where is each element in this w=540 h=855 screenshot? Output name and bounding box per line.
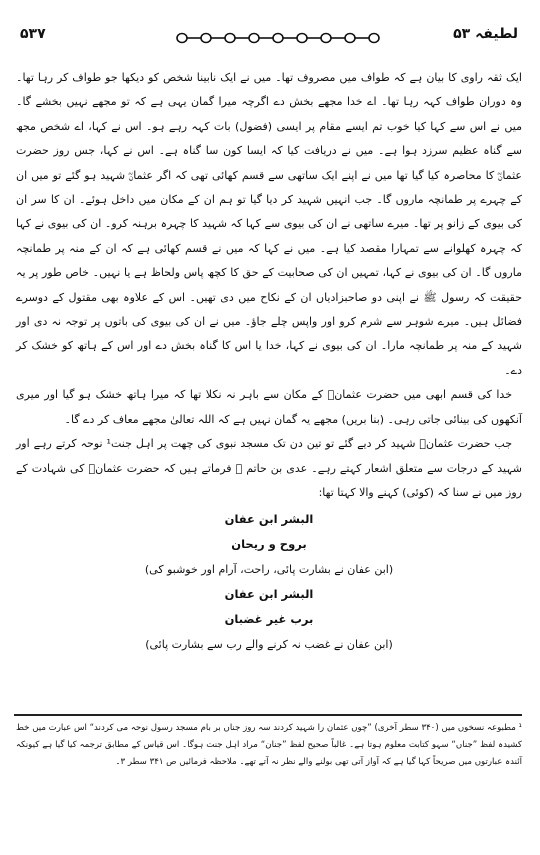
poem-verse: برب غیر غضبان: [224, 612, 314, 627]
paragraph: جب حضرت عثمانؓ شہید کر دیے گئے تو تین دن تک مسجد نبوی کی چھت پر اہل جنت¹ نوحہ کرتے رہے اور شہید کے درجات سے متعلق اشعار کہتے رہے۔ عدی بن حاتم ؓ فرماتے ہیں کہ حضرت عثمانؓ کی شہادت کے روز میں نے سنا کہ (کوئی) کہنے والا کہتا تھا:: [16, 437, 522, 499]
chapter-label: لطیفہ ۵۳: [453, 26, 518, 42]
footnote: [16, 720, 522, 771]
page-header: [16, 22, 522, 52]
poem-translation: (ابن عفان نے بشارت پائی، راحت، آرام اور خوشبو کی): [144, 563, 394, 577]
poem-verse: البشر ابن عفان: [224, 512, 314, 527]
poem-verse: بروح و ریحان: [231, 537, 307, 552]
main-text: [16, 66, 522, 657]
paragraph: ایک ثقہ راوی کا بیان ہے کہ طواف میں مصروف تھا۔ میں نے ایک نابینا شخص کو دیکھا جو طواف کر رہا تھا۔ وہ دوران طواف کہہ رہا تھا۔ اے خدا مجھے بخش دے اگرچہ میرا گمان یہی ہے کہ تو مجھے نہیں بخشے گا۔ میں نے اس سے کہا کیا خوب تم ایسے مقام پر ایسی (فضول) بات کہہ رہے ہو۔ اس نے کہا، اے شخص مجھ سے گناہ عظیم سرزد ہوا ہے۔ میں نے دریافت کیا کہ ایسا کون سا گناہ ہے۔ اس نے کہا، جس روز حضرت عثمانؓ کا محاصرہ کیا گیا تھا میں نے اپنے ایک ساتھی سے قسم کھائی تھی کہ اگر عثمانؓ شہید ہو گئے تو میں ان کے چہرے پر طمانچہ ماروں گا۔ جب انہیں شہید کر دیا گیا تو ہم ان کے مکان میں داخل ہوئے۔ ان کا سر ان کی بیوی کے زانو پر تھا۔ میرے ساتھی نے ان کی بیوی سے کہا کہ شہید کا چہرہ برہنہ کرو۔ ان کی بیوی نے کہا کہ چہرہ کھلوانے سے تمہارا مقصد کیا ہے۔ میں نے کہا کہ میں نے قسم کھائی ہے کہ ان کے منہ پر طمانچہ ماروں گا۔ ان کی بیوی نے کہا، تمہیں ان کی صحابیت کے حق کا کچھ پاس ولحاظ ہے یا نہیں۔ خاص طور پر یہ حقیقت کہ رسول ﷺ نے اپنی دو صاحبزادیاں ان کے نکاح میں دی تھیں۔ اس کے علاوہ بھی مقتول کے دوسرے فضائل ہیں۔ میرے شوہر سے شرم کرو اور واپس چلے جاؤ۔ میں نے ان کی بیوی کی باتوں پر توجہ نہ دی اور شہید کے منہ پر طمانچہ مارا۔ ان کی بیوی نے کہا، خدا یا اس کا گناہ بخش دے اور اس کے ہاتھ کو خشک کر دے۔: [16, 71, 522, 377]
poem-translation: (ابن عفان نے غضب نہ کرنے والے رب سے بشارت پائی): [145, 638, 393, 652]
paragraph: خدا کی قسم ابھی میں حضرت عثمانؓ کے مکان سے باہر نہ نکلا تھا کہ میرا ہاتھ خشک ہو گیا اور میری آنکھوں کی بینائی جاتی رہی۔ (بنا بریں) مجھے یہ گمان نہیں ہے کہ اللہ تعالیٰ مجھے معاف کر دے گا۔: [16, 388, 522, 426]
header-ornament: [174, 26, 384, 50]
poem: [16, 507, 522, 657]
page-number: ۵۳۷: [20, 26, 46, 42]
footnote-text: ¹ مطبوعہ نسخوں میں (۳۴۰ سطر آخری) ”چوں عثمان را شہید کردند سہ روز جناں بر بام مسجد رسول نوحہ می کردند“ اس عبارت میں خط کشیدہ لفظ ”جناں“ سہو کتابت معلوم ہوتا ہے۔ غالباً صحیح لفظ ”جنان“ مراد اہل جنت ہوگا۔ اس قیاس کے مطابق ترجمہ کیا گیا ہے کیونکہ آئندہ عبارتوں میں صریحاً کہا گیا ہے کہ آواز آتی تھی بولنے والے نظر نہ آتے تھے۔ ملاحظہ فرمائیں ص ۳۴۱ سطر ۳۔: [16, 723, 522, 767]
poem-verse: البشر ابن عفان: [224, 587, 314, 602]
footnote-divider: [14, 714, 522, 716]
